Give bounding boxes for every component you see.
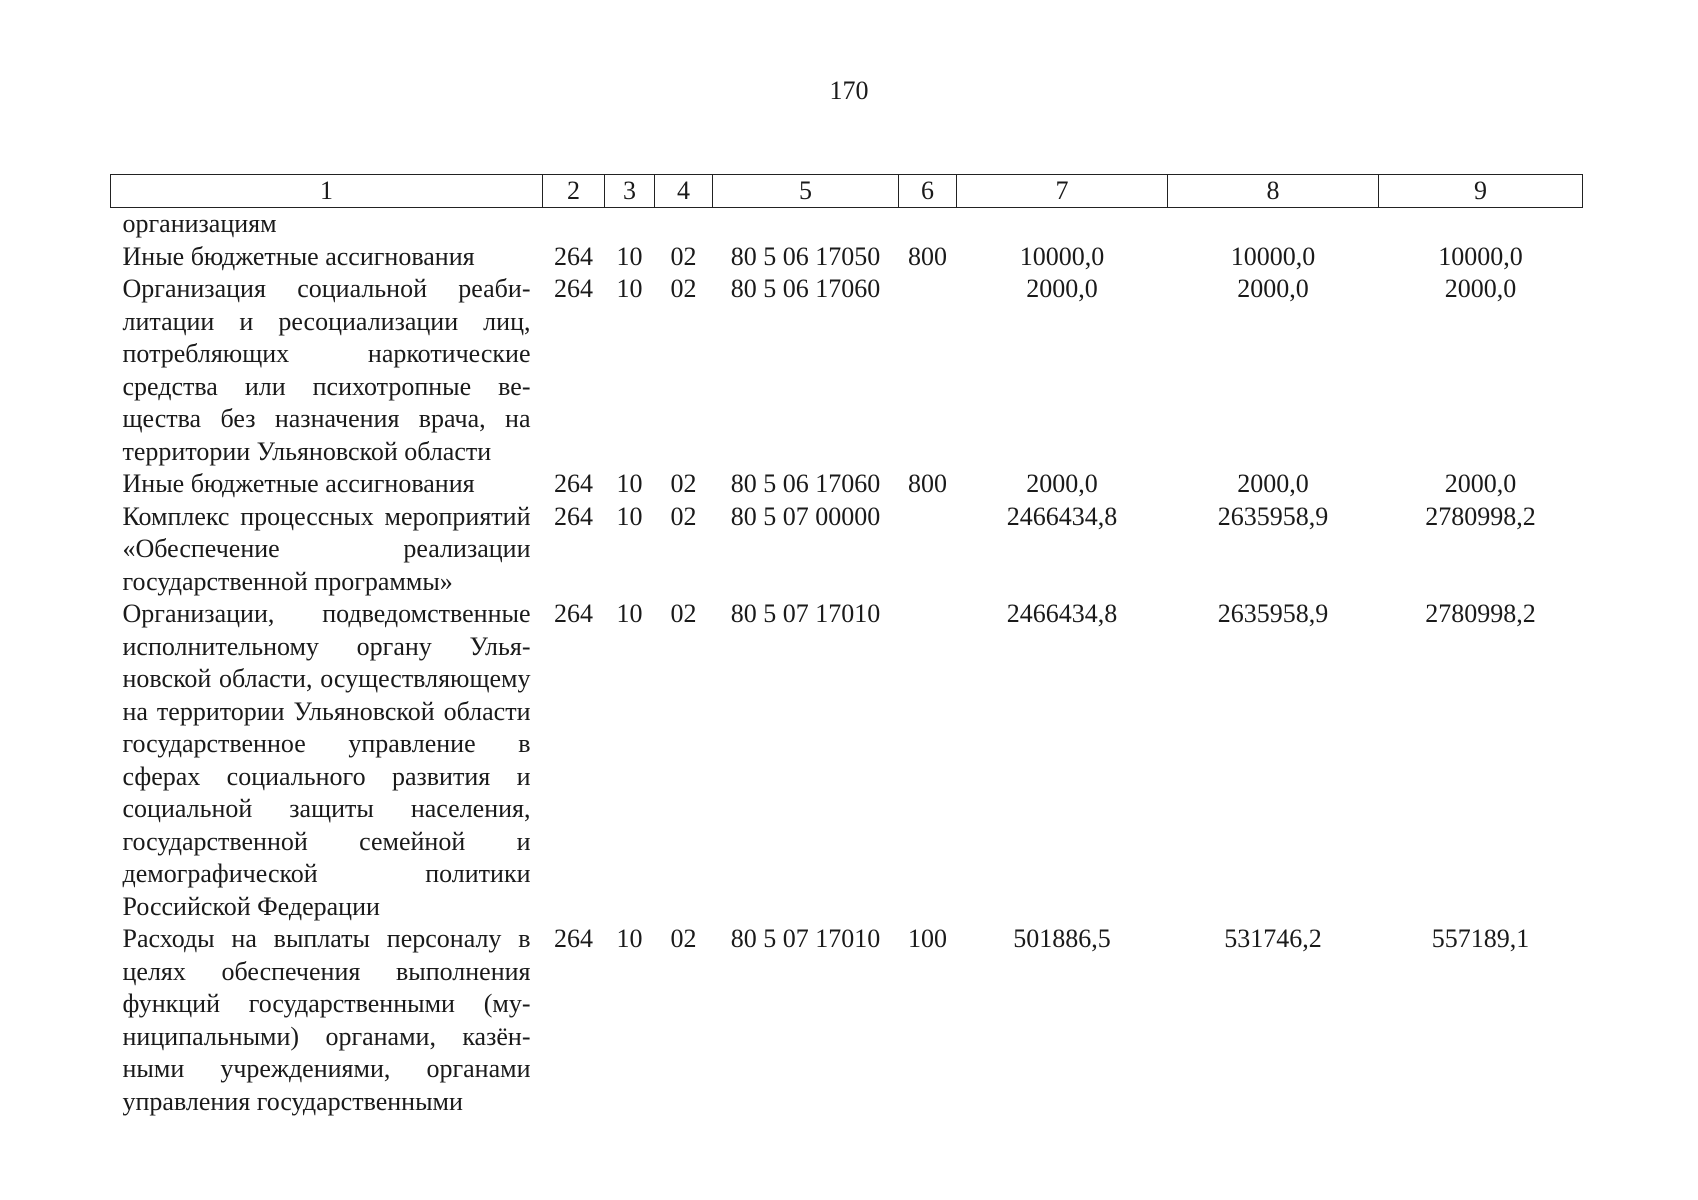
row-col-8: 2635958,9 <box>1217 501 1329 531</box>
row-col-9: 2000,0 <box>1444 469 1517 498</box>
header-col-4: 4 <box>655 175 713 208</box>
row-col-6: 800 <box>908 241 947 271</box>
row-col-3: 10 <box>616 924 643 953</box>
row-col-6: 800 <box>908 469 947 498</box>
table-body <box>111 208 1583 1119</box>
row-col-3: 10 <box>616 469 643 498</box>
row-col-9 <box>1379 208 1583 241</box>
row-col-5: 80 5 06 17060 <box>730 469 881 498</box>
row-col-3: 10 <box>616 599 643 628</box>
row-name: Организация социальной реабилитации и ресоциализации лиц, потребляющих наркотические средства или психотропные вещества без назначения врача, на территории Ульяновской области <box>122 274 531 466</box>
row-col-4 <box>655 208 713 241</box>
header-col-2: 2 <box>543 175 605 208</box>
row-col-7 <box>957 208 1168 241</box>
row-col-9: 10000,0 <box>1438 241 1523 271</box>
table-row <box>111 598 1583 923</box>
row-col-7: 2000,0 <box>1026 274 1098 303</box>
page-number: 170 <box>829 76 869 105</box>
table-row <box>111 923 1583 1118</box>
row-col-2 <box>543 208 605 241</box>
row-col-2: 264 <box>554 274 593 303</box>
row-col-7: 10000,0 <box>1019 241 1105 271</box>
row-col-4: 02 <box>670 924 697 953</box>
row-col-3: 10 <box>616 241 643 271</box>
row-col-3: 10 <box>616 501 643 531</box>
row-col-9: 2000,0 <box>1444 274 1517 303</box>
row-col-4: 02 <box>670 501 697 531</box>
header-col-1: 1 <box>111 175 543 208</box>
row-name: Расходы на выплаты персоналу в целях обеспечения выполнения функций государственными (муниципальными) органами, казёнными учреждениями, органами управления государственными <box>122 924 531 1116</box>
budget-table <box>110 174 1583 1118</box>
row-col-8: 531746,2 <box>1224 924 1322 953</box>
row-col-7: 2000,0 <box>1026 469 1098 498</box>
row-col-6 <box>899 501 957 599</box>
row-col-4: 02 <box>670 469 697 498</box>
row-col-5: 80 5 07 17010 <box>730 599 881 628</box>
row-col-6 <box>899 208 957 241</box>
table-row <box>111 501 1583 599</box>
row-col-5: 80 5 07 00000 <box>730 501 881 531</box>
table-row <box>111 273 1583 468</box>
table-row <box>111 468 1583 501</box>
row-col-7: 2466434,8 <box>1006 599 1118 628</box>
row-col-6 <box>899 598 957 923</box>
row-col-8 <box>1168 208 1379 241</box>
row-col-8: 2000,0 <box>1237 274 1309 303</box>
row-col-2: 264 <box>554 241 593 271</box>
header-col-9: 9 <box>1379 175 1583 208</box>
row-col-3: 10 <box>616 274 643 303</box>
row-col-5: 80 5 07 17010 <box>730 924 881 953</box>
row-col-2: 264 <box>554 599 593 628</box>
row-col-8: 2635958,9 <box>1217 599 1329 628</box>
row-col-5: 80 5 06 17060 <box>730 274 881 303</box>
header-col-7: 7 <box>957 175 1168 208</box>
row-name: организациям <box>122 209 277 238</box>
row-name: Иные бюджетные ассигнования <box>122 241 475 271</box>
table-header <box>111 175 1583 208</box>
row-col-8: 10000,0 <box>1230 241 1316 271</box>
row-name: Комплекс процессных мероприятий «Обеспечение реализации государственной программы» <box>122 501 531 596</box>
row-col-9: 2780998,2 <box>1425 599 1536 628</box>
row-col-4: 02 <box>670 599 697 628</box>
row-col-4: 02 <box>670 241 697 271</box>
header-col-3: 3 <box>605 175 655 208</box>
row-col-6: 100 <box>908 924 947 953</box>
row-col-9: 557189,1 <box>1431 924 1530 953</box>
header-col-6: 6 <box>899 175 957 208</box>
row-col-4: 02 <box>670 274 697 303</box>
row-col-3 <box>605 208 655 241</box>
row-col-2: 264 <box>554 469 593 498</box>
header-col-8: 8 <box>1168 175 1379 208</box>
table-row <box>111 208 1583 241</box>
row-name: Организации, подведомственные исполнительному органу Ульяновской области, осуществляющему на территории Ульяновской области государственное управление в сферах социального развития и социальной защиты населения, государственной семейной и демографической политики Российской Федерации <box>122 599 531 921</box>
header-row <box>111 175 1583 208</box>
header-col-5: 5 <box>713 175 899 208</box>
row-col-7: 501886,5 <box>1013 924 1111 953</box>
table-row <box>111 241 1583 274</box>
row-col-2: 264 <box>554 924 593 953</box>
row-col-9: 2780998,2 <box>1425 501 1536 531</box>
row-col-7: 2466434,8 <box>1006 501 1118 531</box>
row-col-5 <box>713 208 899 241</box>
row-name: Иные бюджетные ассигнования <box>122 469 475 498</box>
row-col-6 <box>899 273 957 468</box>
row-col-8: 2000,0 <box>1237 469 1309 498</box>
row-col-2: 264 <box>554 501 593 531</box>
row-col-5: 80 5 06 17050 <box>730 241 881 271</box>
